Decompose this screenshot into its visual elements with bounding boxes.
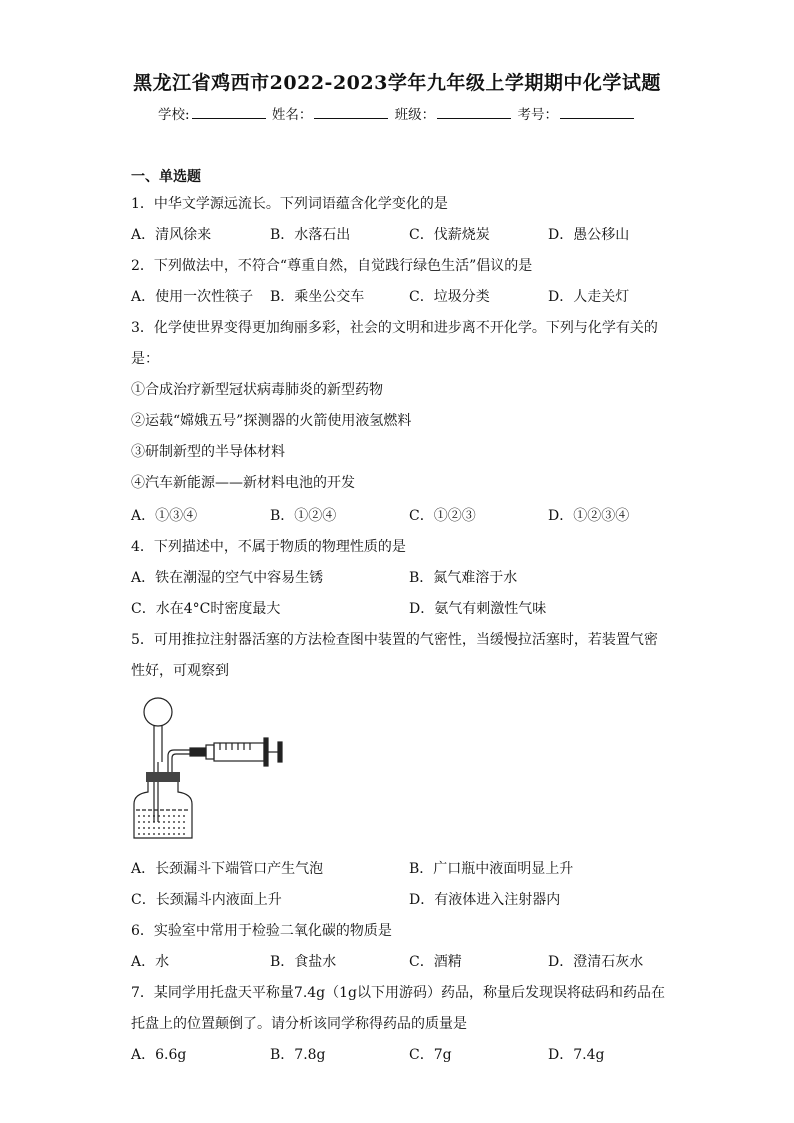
q4-option-c[interactable]: C．水在4°C时密度最大: [131, 601, 281, 617]
airtightness-apparatus-figure: [128, 692, 288, 842]
q7-stem-line2: 托盘上的位置颠倒了。请分析该同学称得药品的质量是: [131, 1016, 467, 1032]
q3-item-3: ③研制新型的半导体材料: [131, 444, 285, 460]
q2-option-a[interactable]: A．使用一次性筷子: [131, 289, 254, 305]
school-blank[interactable]: [192, 105, 266, 119]
exam-title: 黑龙江省鸡西市2022-2023学年九年级上学期期中化学试题: [133, 72, 661, 94]
q7-option-c[interactable]: C．7g: [409, 1047, 452, 1063]
q4-option-b[interactable]: B．氮气难溶于水: [409, 570, 518, 586]
q4-option-a[interactable]: A．铁在潮湿的空气中容易生锈: [131, 570, 324, 586]
q3-option-c[interactable]: C．①②③: [409, 508, 476, 524]
q1-option-a[interactable]: A．清风徐来: [131, 227, 212, 243]
q3-option-d[interactable]: D．①②③④: [548, 508, 630, 524]
q3-item-4: ④汽车新能源——新材料电池的开发: [131, 475, 355, 491]
q5-option-c[interactable]: C．长颈漏斗内液面上升: [131, 892, 282, 908]
q1-stem: 1．中华文学源远流长。下列词语蕴含化学变化的是: [131, 196, 448, 212]
q3-stem-line2: 是：: [131, 351, 159, 367]
q4-stem: 4．下列描述中，不属于物质的物理性质的是: [131, 539, 406, 555]
q1-option-b[interactable]: B．水落石出: [270, 227, 351, 243]
q6-option-d[interactable]: D．澄清石灰水: [548, 954, 644, 970]
name-label: 姓名：: [271, 107, 313, 123]
q1-option-c[interactable]: C．伐薪烧炭: [409, 227, 490, 243]
q2-option-d[interactable]: D．人走关灯: [548, 289, 630, 305]
q2-stem: 2．下列做法中，不符合“尊重自然，自觉践行绿色生活”倡议的是: [131, 258, 533, 274]
q5-stem-line2: 性好，可观察到: [131, 663, 229, 679]
class-label: 班级：: [394, 107, 436, 123]
connecting-tube: [168, 750, 190, 772]
q7-option-b[interactable]: B．7.8g: [270, 1047, 326, 1063]
q5-option-a[interactable]: A．长颈漏斗下端管口产生气泡: [131, 861, 324, 877]
q3-item-2: ②运载“嫦娥五号”探测器的火箭使用液氢燃料: [131, 413, 412, 429]
q5-stem-line1: 5．可用推拉注射器活塞的方法检查图中装置的气密性，当缓慢拉活塞时，若装置气密: [131, 632, 658, 648]
exam-number-label: 考号：: [517, 107, 558, 123]
syringe: [190, 738, 282, 766]
exam-number-blank[interactable]: [560, 105, 634, 119]
q6-option-b[interactable]: B．食盐水: [270, 954, 337, 970]
class-blank[interactable]: [437, 105, 511, 119]
q6-option-a[interactable]: A．水: [131, 954, 170, 970]
q6-option-c[interactable]: C．酒精: [409, 954, 462, 970]
q2-option-b[interactable]: B．乘坐公交车: [270, 289, 365, 305]
q7-stem-line1: 7．某同学用托盘天平称量7.4g（1g以下用游码）药品，称量后发现误将砝码和药品在: [131, 985, 666, 1001]
q5-option-d[interactable]: D．有液体进入注射器内: [409, 892, 561, 908]
q7-option-d[interactable]: D．7.4g: [548, 1047, 605, 1063]
q6-stem: 6．实验室中常用于检验二氧化碳的物质是: [131, 923, 392, 939]
wide-mouth-bottle: [134, 782, 192, 838]
name-blank[interactable]: [314, 105, 388, 119]
q3-option-a[interactable]: A．①③④: [131, 508, 198, 524]
section-heading: 一、单选题: [131, 169, 201, 185]
q3-option-b[interactable]: B．①②④: [270, 508, 337, 524]
school-label: 学校:: [158, 107, 190, 123]
student-info-line: [0, 103, 794, 123]
q5-option-b[interactable]: B．广口瓶中液面明显上升: [409, 861, 574, 877]
rubber-stopper: [146, 772, 180, 782]
q4-option-d[interactable]: D．氨气有刺激性气味: [409, 601, 547, 617]
q2-option-c[interactable]: C．垃圾分类: [409, 289, 490, 305]
q1-option-d[interactable]: D．愚公移山: [548, 227, 630, 243]
q7-option-a[interactable]: A．6.6g: [131, 1047, 187, 1063]
q3-stem-line1: 3．化学使世界变得更加绚丽多彩，社会的文明和进步离不开化学。下列与化学有关的: [131, 320, 658, 336]
q3-item-1: ①合成治疗新型冠状病毒肺炎的新型药物: [131, 382, 383, 398]
